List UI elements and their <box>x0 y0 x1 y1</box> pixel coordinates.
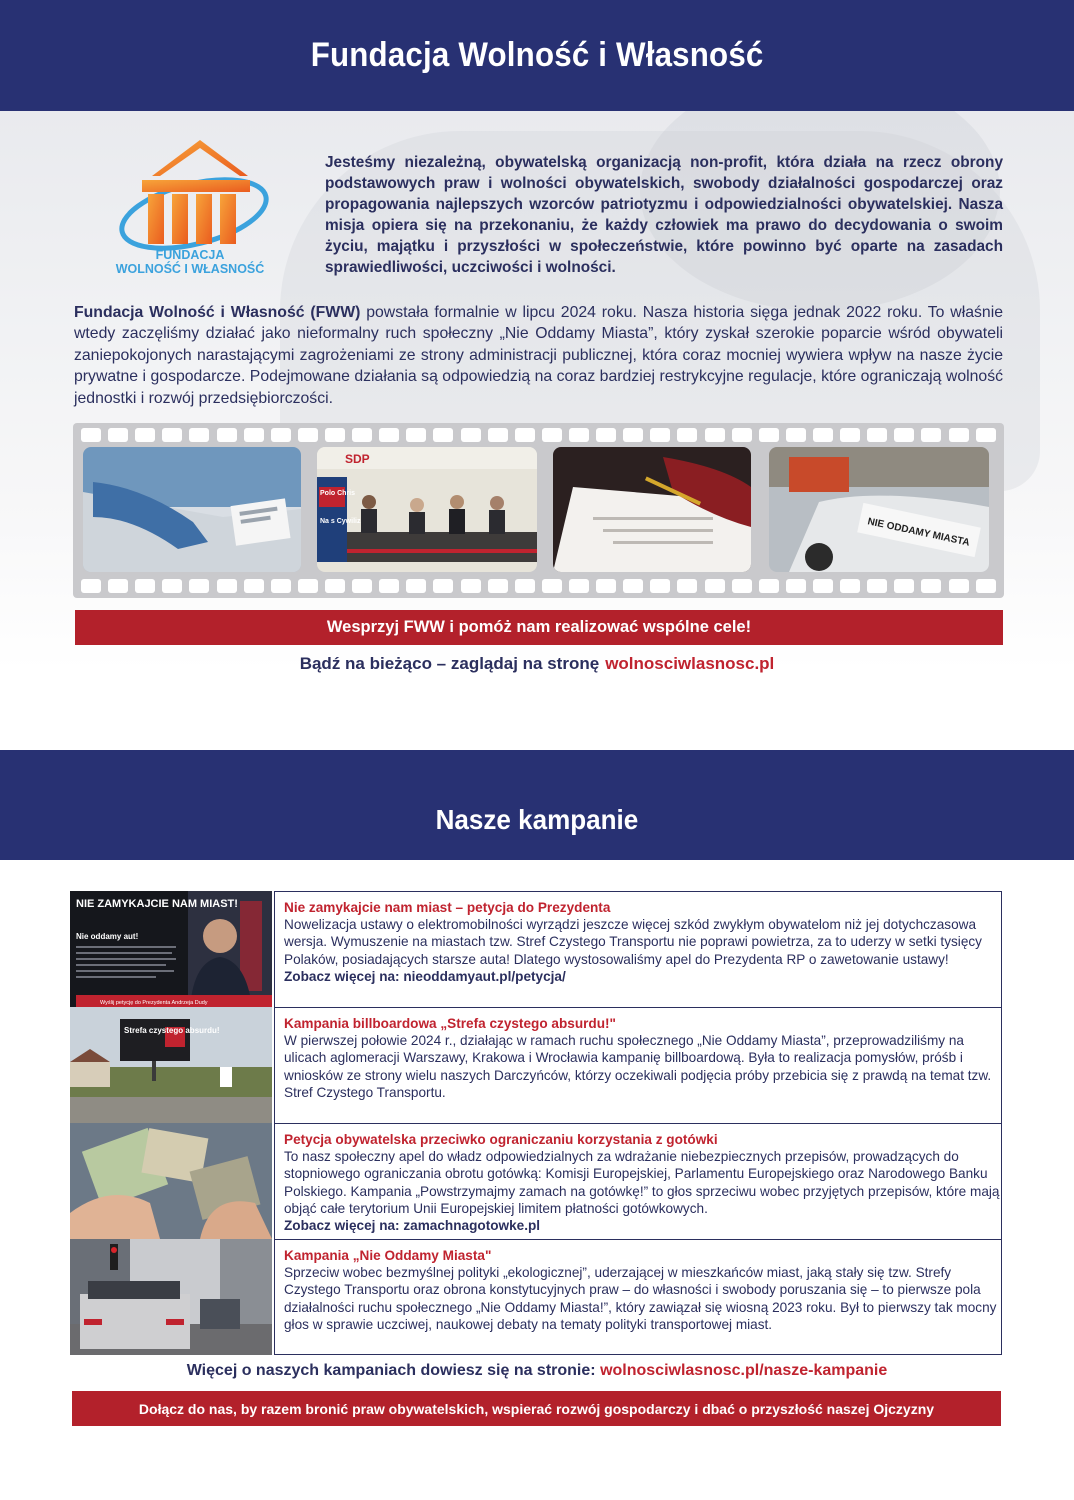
campaign-text: W pierwszej połowie 2024 r., działając w ramach ruchu społecznego „Nie Oddamy Miasta”, przeprowadziliśmy na ulicach aglomeracji Warszawy, Krakowa i Wrocławia kampanię billboardową. Była to realizacja pomysłów, próśb i wniosków ze strony wielu naszych Darczyńców, którzy oczekiwali podjęcia próby przebicia się z prawdą na temat tzw. Stref Czystego Transportu. <box>284 1033 992 1100</box>
film-perforation <box>189 428 209 442</box>
campaign-body <box>274 1123 1002 1239</box>
film-perforation <box>650 428 670 442</box>
film-perforation <box>108 428 128 442</box>
film-perforation <box>840 579 860 593</box>
film-perforations-top <box>81 428 996 442</box>
campaigns-link[interactable]: wolnosciwlasnosc.pl/nasze-kampanie <box>600 1362 888 1379</box>
campaign-title: Petycja obywatelska przeciwko ograniczaniu korzystania z gotówki <box>284 1132 718 1147</box>
mission-statement: Jesteśmy niezależną, obywatelską organizacją non-profit, która działa na rzecz obrony podstawowych praw i wolności obywatelskich, swobody działalności gospodarczej oraz propagowania najlepszych wzorców patriotyzmu i odpowiedzialności obywatelskiej. Nasza misja opiera się na przekonaniu, że każdy człowiek ma prawo do decydowania o swoim życiu, majątku i przyszłości w społeczeństwie, które powinno być oparte na zasadach sprawiedliwości, uczciwości i wolności. <box>325 154 1003 276</box>
film-perforation <box>244 428 264 442</box>
film-perforation <box>894 579 914 593</box>
thumb-billboard-text: Strefa czystego absurdu! <box>124 1026 220 1035</box>
sdp-sign: SDP <box>345 452 370 466</box>
film-perforation <box>650 579 670 593</box>
campaign-title: Nie zamykajcie nam miast – petycja do Prezydenta <box>284 900 611 915</box>
film-perforation <box>867 428 887 442</box>
film-perforation <box>732 579 752 593</box>
campaign-body <box>274 1007 1002 1123</box>
filmstrip <box>73 423 1004 598</box>
film-perforations-bottom <box>81 579 996 593</box>
film-perforation <box>488 579 508 593</box>
film-perforation <box>759 579 779 593</box>
campaign-text: To nasz społeczny apel do władz odpowiedzialnych za wdrażanie niebezpiecznych przepisów, prowadzących do stopniowego ograniczania obrotu gotówką: Komisji Europejskiej, Parlamentu Europejskiego oraz Narodowego Banku Polskiego. Kampania „Powstrzymajmy zamach na gotówkę!” to głos sprzeciwu wobec przyjętych przepisów, które mają objąć całe terytorium Unii Europejskiej limitem płatności gotówkowych. <box>284 1149 1000 1216</box>
film-perforation <box>894 428 914 442</box>
film-perforation <box>949 428 969 442</box>
history-paragraph: Fundacja Wolność i Własność (FWW) powstała formalnie w lipcu 2024 roku. Nasza historia sięga jednak 2022 roku. To właśnie wtedy zaczęliśmy działać jako nieformalny ruch społeczny „Nie Oddamy Miasta”, który zyskał szerokie poparcie wśród obywateli zaniepokojonych narastającymi zagrożeniami ze strony administracji publicznej, która coraz mocniej wywiera wpływ na nasze życie prywatne i gospodarcze. Podejmowane działania są odpowiedzią na coraz bardziej restrykcyjne regulacje, które ograniczają wolność jednostki i rozwój przedsiębiorczości. <box>74 304 1003 407</box>
photo-car-sticker <box>769 447 989 572</box>
film-perforation <box>217 428 237 442</box>
car-sticker-text: NIE ODDAMY MIASTA <box>866 516 971 549</box>
photo-sdp-panel <box>317 447 537 572</box>
film-perforation <box>949 579 969 593</box>
film-perforation <box>325 428 345 442</box>
support-banner: Wesprzyj FWW i pomóż nam realizować wspólne cele! <box>75 610 1003 645</box>
page-title: Fundacja Wolność i Własność <box>310 36 764 74</box>
film-perforation <box>921 428 941 442</box>
film-perforation <box>325 579 345 593</box>
film-perforation <box>217 579 237 593</box>
film-perforation <box>623 428 643 442</box>
film-perforation <box>81 428 101 442</box>
film-perforation <box>705 428 725 442</box>
campaign-body <box>274 1239 1002 1355</box>
film-perforation <box>976 428 996 442</box>
campaign-item <box>70 1007 1002 1123</box>
film-perforation <box>433 428 453 442</box>
film-perforation <box>813 428 833 442</box>
campaign-text: Sprzeciw wobec bezmyślnej polityki „ekologicznej”, uderzającej w mieszkańców miast, jaką stały się tzw. Strefy Czystego Transportu oraz obrona konstytucyjnych praw – do własności i swobody poruszania się – to pierwsze pola działalności ruchu społecznego „Nie Oddamy Miasta!”, który zawiązał się wiosną 2023 roku. Był to pierwszy tak mocny głos w sprawie uczciwej, naukowej debaty na tematy polityki transportowej miast. <box>284 1265 997 1332</box>
film-perforation <box>813 579 833 593</box>
campaign-body <box>274 891 1002 1007</box>
film-perforation <box>162 428 182 442</box>
photo-ticket-windshield <box>83 447 301 572</box>
film-perforation <box>162 579 182 593</box>
film-perforation <box>461 579 481 593</box>
film-perforation <box>352 428 372 442</box>
film-perforation <box>867 579 887 593</box>
campaign-thumb-petition <box>70 891 272 1007</box>
campaigns-heading: Nasze kampanie <box>435 804 639 835</box>
film-perforation <box>108 579 128 593</box>
film-perforation <box>298 579 318 593</box>
film-perforation <box>542 579 562 593</box>
thumb-subtitle: Nie oddamy aut! <box>76 932 139 941</box>
campaign-list <box>70 891 1002 1355</box>
film-perforation <box>976 579 996 593</box>
film-perforation <box>379 579 399 593</box>
stay-updated: Bądź na bieżąco – zaglądaj na stronę wolnosciwlasnosc.pl <box>299 654 775 673</box>
thumb-title: NIE ZAMYKAJCIE NAM MIAST! <box>76 898 238 910</box>
film-perforation <box>81 579 101 593</box>
campaign-more-link[interactable]: Zobacz więcej na: zamachnagotowke.pl <box>284 1218 541 1234</box>
film-perforation <box>677 428 697 442</box>
film-perforation <box>542 428 562 442</box>
campaign-title: Kampania „Nie Oddamy Miasta" <box>284 1248 492 1263</box>
campaign-more-link[interactable]: Zobacz więcej na: nieoddamyaut.pl/petycja/ <box>284 968 566 984</box>
film-perforation <box>786 579 806 593</box>
film-perforation <box>596 579 616 593</box>
film-perforation <box>406 428 426 442</box>
film-perforation <box>677 579 697 593</box>
film-perforation <box>244 579 264 593</box>
photo-signing-document <box>553 447 751 572</box>
film-perforation <box>569 428 589 442</box>
film-perforation <box>298 428 318 442</box>
film-perforation <box>461 428 481 442</box>
film-perforation <box>840 428 860 442</box>
campaign-item <box>70 1239 1002 1355</box>
film-perforation <box>921 579 941 593</box>
film-perforation <box>759 428 779 442</box>
campaign-thumb-cash <box>70 1123 272 1239</box>
film-perforation <box>379 428 399 442</box>
thumb-cta: Wyślij petycję do Prezydenta Andrzeja Dudy <box>100 1000 208 1006</box>
film-perforation <box>515 579 535 593</box>
film-perforation <box>623 579 643 593</box>
film-perforation <box>271 428 291 442</box>
film-perforation <box>732 428 752 442</box>
film-perforation <box>406 579 426 593</box>
film-perforation <box>596 428 616 442</box>
film-perforation <box>135 579 155 593</box>
film-perforation <box>135 428 155 442</box>
website-link[interactable]: wolnosciwlasnosc.pl <box>605 654 775 673</box>
film-perforation <box>271 579 291 593</box>
campaign-text: Nowelizacja ustawy o elektromobilności wyrządzi jeszcze więcej szkód zwykłym obywatelom niż jej dotychczasowa wersja. Wymuszenie na miastach tzw. Stref Czystego Transportu nie poprawi powietrza, za to uderzy w setki tysięcy Polaków, posiadających starsze auta! Dlatego wystosowaliśmy apel do Prezydenta RP o zawetowanie ustawy! <box>284 917 982 967</box>
film-perforation <box>569 579 589 593</box>
campaign-item <box>70 1123 1002 1239</box>
poster-text: Polo Chris <box>320 490 356 497</box>
film-perforation <box>189 579 209 593</box>
join-banner: Dołącz do nas, by razem bronić praw obywatelskich, wspierać rozwój gospodarczy i dbać o przyszłość naszej Ojczyzny <box>72 1391 1001 1426</box>
film-perforation <box>786 428 806 442</box>
poster-text-2: Na s Cywiliz <box>320 518 361 525</box>
film-perforation <box>488 428 508 442</box>
campaigns-band <box>0 750 1074 860</box>
more-campaigns: Więcej o naszych kampaniach dowiesz się na stronie: wolnosciwlasnosc.pl/nasze-kampanie <box>186 1362 888 1379</box>
film-perforation <box>705 579 725 593</box>
campaign-thumb-street <box>70 1239 272 1355</box>
header-band <box>0 0 1074 111</box>
film-perforation <box>433 579 453 593</box>
film-perforation <box>515 428 535 442</box>
campaign-thumb-billboard <box>70 1007 272 1123</box>
film-perforation <box>352 579 372 593</box>
logo-text: FUNDACJA WOLNOŚĆ I WŁASNOŚĆ <box>115 248 265 276</box>
campaign-item <box>70 891 1002 1007</box>
campaign-title: Kampania billboardowa „Strefa czystego absurdu!" <box>284 1016 617 1031</box>
